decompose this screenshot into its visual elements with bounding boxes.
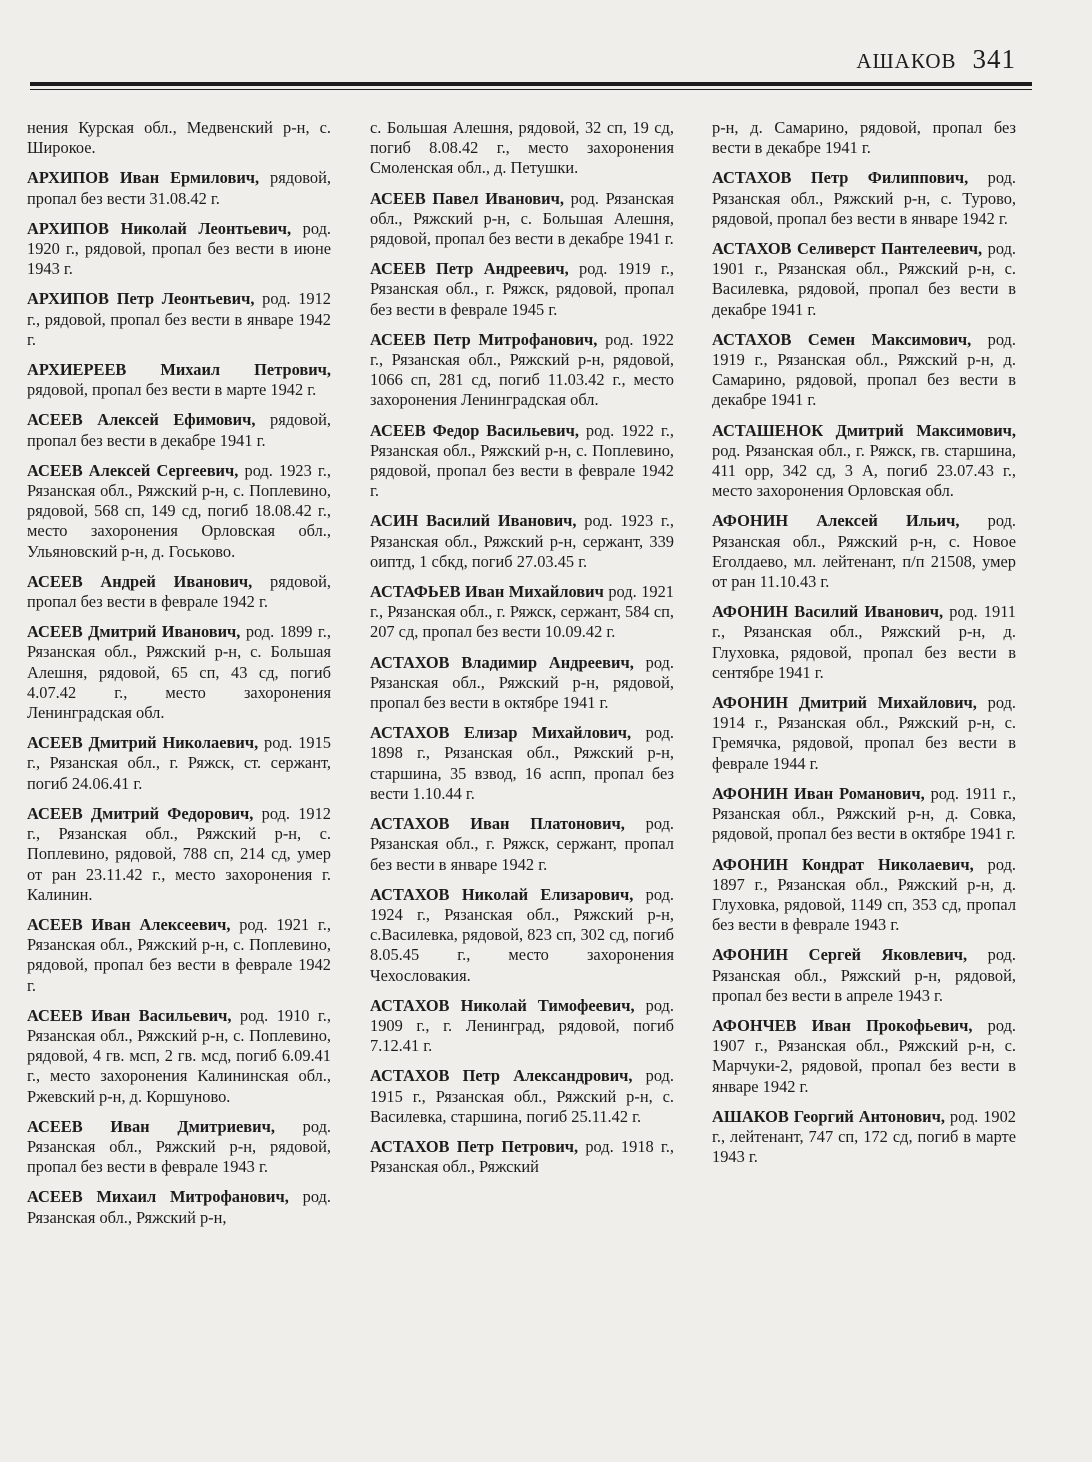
entry-details: род. 1911 г., Рязанская обл., Ряжский р-н, д. Глуховка, рядовой, пропал без вести в сентябре 1941 г. bbox=[712, 602, 1016, 682]
entry-name: АСТАХОВ Петр Филиппович, bbox=[712, 168, 969, 188]
entry bbox=[370, 653, 674, 714]
entry-details: род. Рязанская обл., Ряжский р-н, bbox=[27, 1187, 331, 1227]
entry-details: род. 1911 г., Рязанская обл., Ряжский р-н, д. Совка, рядовой, пропал без вести в октябре 1941 г. bbox=[712, 783, 1016, 844]
entry bbox=[27, 461, 331, 562]
entry bbox=[370, 330, 674, 411]
entry-details: род. 1910 г., Рязанская обл., Ряжский р-н, с. Поплевино, рядовой, 4 гв. мсп, 2 гв. мсд, погиб 6.09.41 г., место захоронения Калининская обл., Ржевский р-н, д. Коршуново. bbox=[27, 1005, 332, 1106]
entry bbox=[370, 189, 674, 250]
entry bbox=[27, 804, 331, 905]
entry-name: АСТАХОВ Селиверст Пантелеевич, bbox=[712, 239, 983, 259]
entry bbox=[27, 1117, 331, 1178]
entry bbox=[370, 259, 674, 320]
entry bbox=[27, 410, 331, 450]
entry bbox=[712, 1016, 1016, 1097]
entry bbox=[370, 814, 674, 875]
entry bbox=[712, 693, 1016, 774]
entry-details: род. 1899 г., Рязанская обл., Ряжский р-н, с. Большая Алешня, рядовой, 65 сп, 43 сд, погиб 4.07.42 г., место захоронения Ленинградская обл. bbox=[27, 622, 331, 723]
entry bbox=[370, 1137, 674, 1177]
entry-details: род. 1901 г., Рязанская обл., Ряжский р-н, с. Василевка, рядовой, пропал без вести в декабре 1941 г. bbox=[712, 239, 1017, 319]
entry-details: род. 1924 г., Рязанская обл., Ряжский р-н, с.Василевка, рядовой, 823 сп, 302 сд, погиб 8.05.45 г., место захоронения Чехословакия. bbox=[370, 884, 675, 985]
entry-details: род. 1912 г., Рязанская обл., Ряжский р-н, с. Поплевино, рядовой, 788 сп, 214 сд, умер от ран 23.11.42 г., место захоронения г. Калинин. bbox=[27, 803, 331, 904]
entry-details: род. 1922 г., Рязанская обл., Ряжский р-н, рядовой, 1066 сп, 281 сд, погиб 11.03.42 г., место захоронения Ленинградская обл. bbox=[370, 329, 674, 410]
entry-details: род. 1923 г., Рязанская обл., Ряжский р-н, с. Поплевино, рядовой, 568 сп, 149 сд, погиб 18.08.42 г., место захоронения Орловская обл., Ульяновский р-н, д. Госьково. bbox=[27, 460, 332, 561]
entry bbox=[27, 915, 331, 996]
header-rule bbox=[30, 82, 1032, 86]
entry-name: АРХИПОВ Петр Леонтьевич, bbox=[27, 289, 255, 309]
entry bbox=[27, 168, 331, 208]
entry bbox=[370, 511, 674, 572]
entry bbox=[712, 239, 1016, 320]
entry bbox=[712, 421, 1016, 502]
header-rule-thin bbox=[30, 89, 1032, 90]
continuation-text: нения Курская обл., Медвенский р-н, с. Широкое. bbox=[27, 118, 331, 158]
entry-name: АСЕЕВ Андрей Иванович, bbox=[27, 571, 253, 591]
entry-name: АФОНИН Дмитрий Михайлович, bbox=[712, 693, 977, 713]
entry-name: АФОНИН Иван Романович, bbox=[712, 783, 925, 803]
entry-details: род. Рязанская обл., г. Ряжск, сержант, пропал без вести в январе 1942 г. bbox=[370, 814, 675, 874]
entry bbox=[712, 1107, 1016, 1168]
entry-details: род. Рязанская обл., Ряжский р-н, рядовой, пропал без вести в октябре 1941 г. bbox=[370, 652, 674, 713]
entry-name: АФОНИН Алексей Ильич, bbox=[712, 511, 960, 531]
entry-name: АСЕЕВ Алексей Ефимович, bbox=[27, 410, 256, 430]
column-1 bbox=[27, 118, 331, 1238]
page-header bbox=[856, 44, 1016, 75]
entry bbox=[370, 885, 674, 986]
entry-name: АСЕЕВ Дмитрий Иванович, bbox=[27, 622, 241, 642]
entry-details: род. 1919 г., Рязанская обл., г. Ряжск, рядовой, пропал без вести в феврале 1945 г. bbox=[370, 259, 674, 319]
entry-name: АСТАХОВ Елизар Михайлович, bbox=[370, 723, 632, 743]
entry-details: род. 1921 г., Рязанская обл., г. Ряжск, сержант, 584 сп, 207 сд, пропал без вести 10.09.42 г. bbox=[370, 582, 674, 642]
entry-name: АСТАХОВ Иван Платонович, bbox=[370, 814, 625, 834]
entry-details: род. 1921 г., Рязанская обл., Ряжский р-н, с. Поплевино, рядовой, пропал без вести в феврале 1942 г. bbox=[27, 914, 331, 995]
entry bbox=[27, 219, 331, 280]
entry bbox=[370, 996, 674, 1057]
entry-name: АФОНИН Василий Иванович, bbox=[712, 602, 944, 622]
entry bbox=[27, 733, 331, 794]
entry-name: АФОНИН Кондрат Николаевич, bbox=[712, 854, 974, 874]
continuation-text: р-н, д. Самарино, рядовой, пропал без вести в декабре 1941 г. bbox=[712, 118, 1016, 158]
entry-name: АСЕЕВ Иван Васильевич, bbox=[27, 1005, 232, 1025]
entry-details: род. 1902 г., лейтенант, 747 сп, 172 сд, погиб в марте 1943 г. bbox=[712, 1106, 1016, 1167]
entry-name: АСЕЕВ Михаил Митрофанович, bbox=[27, 1187, 289, 1207]
entry-name: АРХИПОВ Николай Леонтьевич, bbox=[27, 218, 292, 238]
entry-name: АФОНИН Сергей Яковлевич, bbox=[712, 945, 968, 965]
entry bbox=[27, 360, 331, 400]
entry bbox=[370, 582, 674, 643]
entry-details: род. 1897 г., Рязанская обл., Ряжский р-н, д. Глуховка, рядовой, 1149 сп, 353 сд, пропал без вести в феврале 1943 г. bbox=[712, 854, 1016, 935]
entry-name: АРХИПОВ Иван Ермилович, bbox=[27, 168, 260, 188]
entry-name: АРХИЕРЕЕВ Михаил Петрович, bbox=[27, 360, 331, 380]
entry bbox=[370, 1066, 674, 1127]
entry-name: АСТАШЕНОК Дмитрий Максимович, bbox=[712, 420, 1016, 440]
entry-details: род. Рязанская обл., Ряжский р-н, рядовой, пропал без вести в апреле 1943 г. bbox=[712, 945, 1016, 1005]
entry bbox=[27, 572, 331, 612]
entry-details: род. 1909 г., г. Ленинград, рядовой, погиб 7.12.41 г. bbox=[370, 995, 674, 1056]
entry bbox=[712, 855, 1016, 936]
page-number: 341 bbox=[972, 44, 1016, 74]
column-2 bbox=[370, 118, 674, 1187]
entry-details: род. 1898 г., Рязанская обл., Ряжский р-н, старшина, 35 взвод, 16 аспп, пропал без вести 1.10.44 г. bbox=[370, 723, 675, 803]
entry-details: род. 1920 г., рядовой, пропал без вести в июне 1943 г. bbox=[27, 218, 332, 279]
entry-name: АСТАХОВ Николай Елизарович, bbox=[370, 884, 634, 904]
entry-name: АСТАХОВ Владимир Андреевич, bbox=[370, 652, 634, 672]
entry-name: АСЕЕВ Дмитрий Федорович, bbox=[27, 803, 254, 823]
entry bbox=[712, 945, 1016, 1006]
entry bbox=[712, 784, 1016, 845]
column-3 bbox=[712, 118, 1016, 1177]
entry-name: АСЕЕВ Иван Алексеевич, bbox=[27, 914, 231, 934]
entry-name: АШАКОВ Георгий Антонович, bbox=[712, 1106, 945, 1126]
entry-name: АСИН Василий Иванович, bbox=[370, 511, 577, 531]
entry-details: род. 1912 г., рядовой, пропал без вести в январе 1942 г. bbox=[27, 289, 331, 349]
entry-name: АСТАХОВ Николай Тимофеевич, bbox=[370, 995, 635, 1015]
entry-details: рядовой, пропал без вести в марте 1942 г. bbox=[27, 380, 317, 400]
entry-name: АСЕЕВ Иван Дмитриевич, bbox=[27, 1116, 275, 1136]
entry-details: род. 1907 г., Рязанская обл., Ряжский р-н, с. Марчуки-2, рядовой, пропал без вести в январе 1942 г. bbox=[712, 1015, 1016, 1096]
entry-name: АСЕЕВ Федор Васильевич, bbox=[370, 420, 579, 440]
entry bbox=[712, 511, 1016, 592]
entry-name: АФОНЧЕВ Иван Прокофьевич, bbox=[712, 1015, 973, 1035]
entry-name: АСЕЕВ Петр Митрофанович, bbox=[370, 329, 598, 349]
entry-details: рядовой, пропал без вести 31.08.42 г. bbox=[27, 168, 331, 208]
entry bbox=[370, 421, 674, 502]
entry-details: род. 1915 г., Рязанская обл., Ряжский р-н, с. Василевка, старшина, погиб 25.11.42 г. bbox=[370, 1066, 674, 1126]
entry bbox=[712, 330, 1016, 411]
entry-details: род. Рязанская обл., Ряжский р-н, рядовой, пропал без вести в феврале 1943 г. bbox=[27, 1116, 332, 1177]
entry bbox=[27, 1187, 331, 1227]
entry bbox=[370, 723, 674, 804]
entry-name: АСТАХОВ Петр Петрович, bbox=[370, 1136, 579, 1156]
entry-name: АСЕЕВ Петр Андреевич, bbox=[370, 259, 569, 279]
entry-details: род. Рязанская обл., Ряжский р-н, с. Большая Алешня, рядовой, пропал без вести в декабре 1941 г. bbox=[370, 188, 674, 249]
entry-name: АСЕЕВ Алексей Сергеевич, bbox=[27, 460, 239, 480]
entry-name: АСЕЕВ Дмитрий Николаевич, bbox=[27, 733, 259, 753]
continuation-text: с. Большая Алешня, рядовой, 32 сп, 19 сд, погиб 8.08.42 г., место захоронения Смоленская обл., д. Петушки. bbox=[370, 118, 674, 178]
entry-details: род. 1923 г., Рязанская обл., Ряжский р-н, сержант, 339 оиптд, 1 сбкд, погиб 27.03.45 г. bbox=[370, 511, 674, 571]
entry bbox=[27, 622, 331, 723]
entry bbox=[27, 1006, 331, 1107]
entry bbox=[712, 602, 1016, 683]
entry-details: рядовой, пропал без вести в декабре 1941 г. bbox=[27, 410, 331, 450]
entry-name: АСТАХОВ Петр Александрович, bbox=[370, 1066, 633, 1086]
entry bbox=[27, 289, 331, 350]
entry-details: род. 1918 г., Рязанская обл., Ряжский bbox=[370, 1136, 674, 1177]
entry-name: АСТАФЬЕВ Иван Михайлович bbox=[370, 582, 604, 602]
entry bbox=[712, 168, 1016, 229]
entry-name: АСТАХОВ Семен Максимович, bbox=[712, 329, 972, 349]
entry-details: род. Рязанская обл., Ряжский р-н, с. Новое Еголдаево, мл. лейтенант, п/п 21508, умер от ран 11.10.43 г. bbox=[712, 511, 1016, 592]
entry-details: род. 1914 г., Рязанская обл., Ряжский р-н, с. Гремячка, рядовой, пропал без вести в феврале 1944 г. bbox=[712, 693, 1016, 773]
entry-details: род. 1915 г., Рязанская обл., г. Ряжск, ст. сержант, погиб 24.06.41 г. bbox=[27, 733, 331, 793]
entry-name: АСЕЕВ Павел Иванович, bbox=[370, 188, 564, 208]
running-head: АШАКОВ bbox=[856, 49, 957, 73]
entry-details: род. Рязанская обл., Ряжский р-н, с. Турово, рядовой, пропал без вести в январе 1942 г. bbox=[712, 168, 1016, 228]
entry-details: род. 1919 г., Рязанская обл., Ряжский р-н, д. Самарино, рядовой, пропал без вести в декабре 1941 г. bbox=[712, 329, 1016, 410]
entry-details: род. Рязанская обл., г. Ряжск, гв. старшина, 411 орр, 342 сд, 3 А, погиб 23.07.43 г., место захоронения Орловская обл. bbox=[712, 440, 1016, 501]
entry-details: рядовой, пропал без вести в феврале 1942 г. bbox=[27, 571, 331, 612]
entry-details: род. 1922 г., Рязанская обл., Ряжский р-н, с. Поплевино, рядовой, пропал без вести в феврале 1942 г. bbox=[370, 420, 675, 501]
